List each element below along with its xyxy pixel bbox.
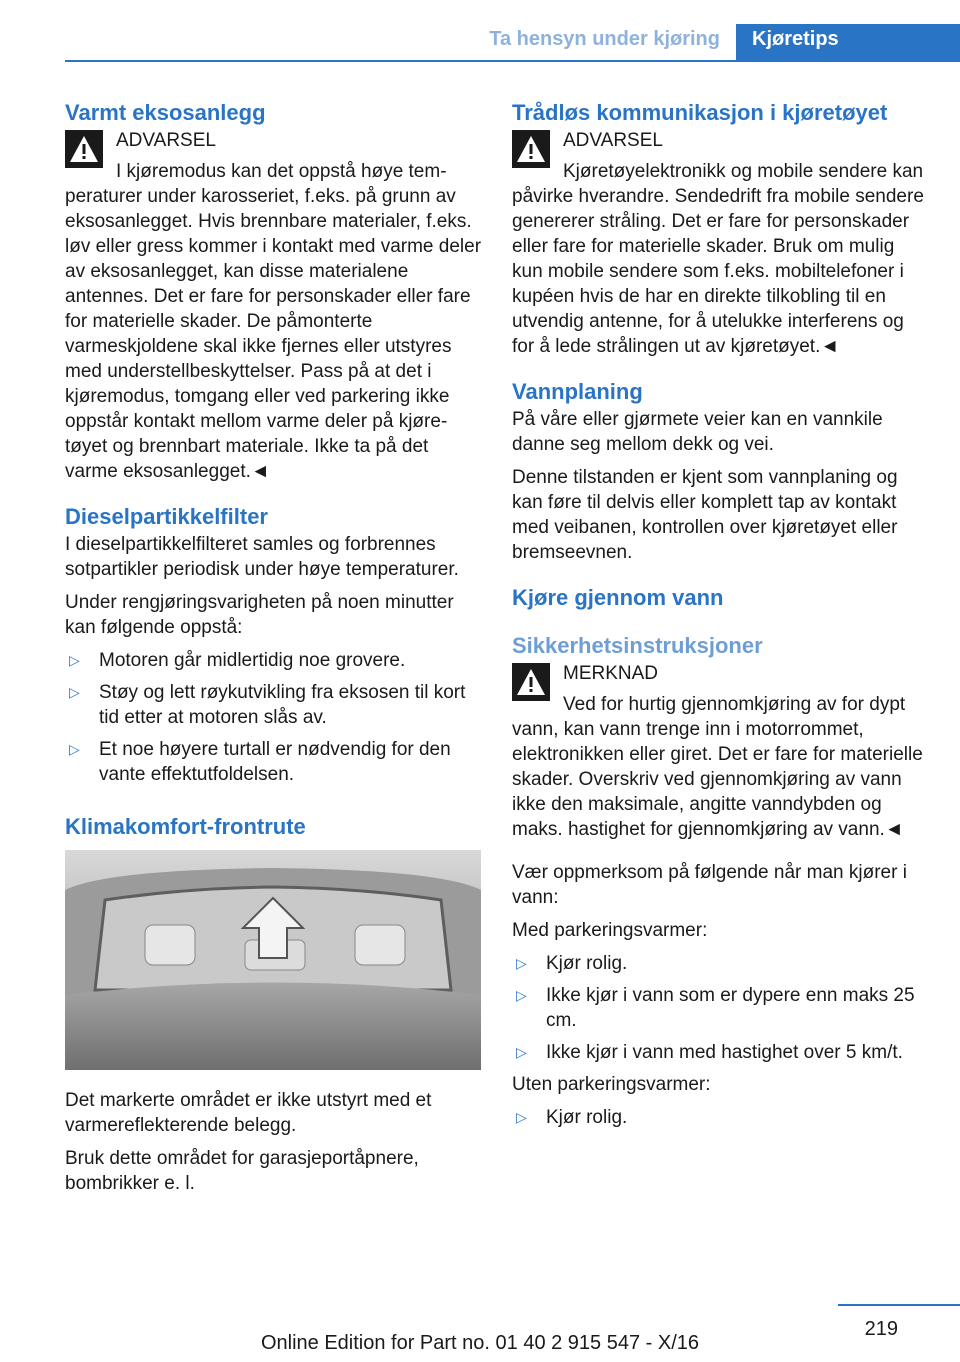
heading-driving-through-water: Kjøre gjennom vann: [512, 585, 724, 610]
paragraph: På våre eller gjørmete veier kan en vannkile danne seg mellom dekk og vei.: [512, 409, 883, 455]
windshield-photo: [65, 850, 481, 1070]
triangle-bullet-icon: ▷: [69, 684, 80, 700]
heading-hot-exhaust: Varmt eksosanlegg: [65, 100, 266, 125]
header-rule: [65, 60, 960, 62]
notice-block-water: [512, 661, 930, 842]
list-item: ▷ Ikke kjør i vann med hastighet over 5 km/t.: [516, 1042, 903, 1063]
notice-text: Ved for hurtig gjennomkjøring av for dypt vann, kan vann trenge inn i motorrommet, elektronikken eller giret. Det er fare for materielle skader. Overskriv ved gjennomkjøring av vann ikke den maksimale, angitte vanndybden og maks. hastighet for gjennomkjøring av vann.◄: [512, 694, 923, 840]
warning-text: I kjøremodus kan det oppstå høye temperaturer under karosseriet, f.eks. på grunn av eksosanlegget. Hvis brennbare materialer, f.eks. løv eller gress kommer i kontakt med varme deler av eksosanlegget, kan disse materialene antennes. Det er fare for personskader eller fare for materielle skader. De påmonterte varmeskjoldene skal ikke fjernes eller utstyres med understellbeskyttelser. Pass på at det i kjøremodus, tomgang eller ved parkering ikke oppstår kontakt mellom varme deler på kjøretøyet og brennbart materiale. Ikke ta på det varme eksosanlegget.◄: [65, 161, 482, 482]
heading-wireless: Trådløs kommunikasjon i kjøretøyet: [512, 100, 888, 125]
paragraph: Vær oppmerksom på følgende når man kjører i vann:: [512, 862, 907, 908]
header-chapter-label: Kjøretips: [752, 28, 839, 50]
triangle-bullet-icon: ▷: [516, 1044, 527, 1060]
triangle-bullet-icon: ▷: [69, 741, 80, 757]
bullet-list: [512, 1105, 930, 1130]
left-column: [65, 98, 483, 1196]
triangle-bullet-icon: ▷: [516, 1109, 527, 1125]
page-number: 219: [864, 1318, 898, 1340]
warning-label: ADVARSEL: [563, 130, 663, 151]
heading-climate-windshield: Klimakomfort-frontrute: [65, 814, 306, 839]
header-chapter-tab: [736, 24, 960, 62]
list-item: ▷ Kjør rolig.: [516, 1107, 628, 1128]
subheading-safety: Sikkerhetsinstruksjoner: [512, 633, 763, 658]
heading-aquaplaning: Vannplaning: [512, 379, 643, 404]
list-item: ▷ Et noe høyere turtall er nødvendig for den vante effektutfoldelsen.: [69, 739, 451, 785]
page-number-rule: [838, 1304, 960, 1306]
list-item: ▷ Støy og lett røykutvikling fra eksosen til kort tid etter at motoren slås av.: [69, 682, 466, 728]
list-item: ▷ Ikke kjør i vann som er dypere enn maks 25 cm.: [516, 985, 915, 1031]
warning-label: ADVARSEL: [116, 130, 216, 151]
paragraph: Uten parkeringsvarmer:: [512, 1074, 711, 1095]
triangle-bullet-icon: ▷: [69, 652, 80, 668]
paragraph: Bruk dette området for garasjeportåpnere, bombrikker e. l.: [65, 1148, 419, 1194]
footer-edition: Online Edition for Part no. 01 40 2 915 547 - X/16: [260, 1332, 700, 1354]
warning-icon: [512, 663, 550, 701]
page-header: [0, 0, 960, 62]
warning-icon: [65, 130, 103, 168]
bullet-list: [512, 951, 930, 1065]
paragraph: Denne tilstanden er kjent som vannplaning og kan føre til delvis eller komplett tap av kontakt med veibanen, kontrollen over kjøretøyet eller bremseevnen.: [512, 467, 898, 563]
paragraph: Med parkeringsvarmer:: [512, 920, 708, 941]
right-column: [512, 98, 930, 1137]
warning-block-exhaust: [65, 128, 483, 484]
heading-diesel-filter: Dieselpartikkelfilter: [65, 504, 268, 529]
paragraph: Det markerte området er ikke utstyrt med et varmereflekterende belegg.: [65, 1090, 432, 1136]
paragraph: Under rengjøringsvarigheten på noen minutter kan følgende oppstå:: [65, 592, 454, 638]
paragraph: I dieselpartikkelfilteret samles og forbrennes sotpartikler periodisk under høye temperaturer.: [65, 534, 459, 580]
header-section-title: Ta hensyn under kjøring: [489, 28, 720, 50]
triangle-bullet-icon: ▷: [516, 955, 527, 971]
triangle-bullet-icon: ▷: [516, 987, 527, 1003]
warning-text: Kjøretøyelektronikk og mobile sendere kan påvirke hverandre. Sendedrift fra mobile sendere genererer stråling. Det er fare for personskader eller fare for materielle skader. Bruk om mulig kun mobile sendere som f.eks. mobiltelefoner i kupéen hvis de har en direkte tilkobling til en utvendig antenne, for å utelukke interferens og for å lede strålingen ut av kjøretøyet.◄: [512, 161, 924, 357]
list-item: ▷ Motoren går midlertidig noe grovere.: [69, 650, 406, 671]
notice-label: MERKNAD: [563, 663, 659, 684]
list-item: ▷ Kjør rolig.: [516, 953, 628, 974]
bullet-list: [65, 648, 483, 787]
warning-block-wireless: [512, 128, 930, 359]
warning-icon: [512, 130, 550, 168]
